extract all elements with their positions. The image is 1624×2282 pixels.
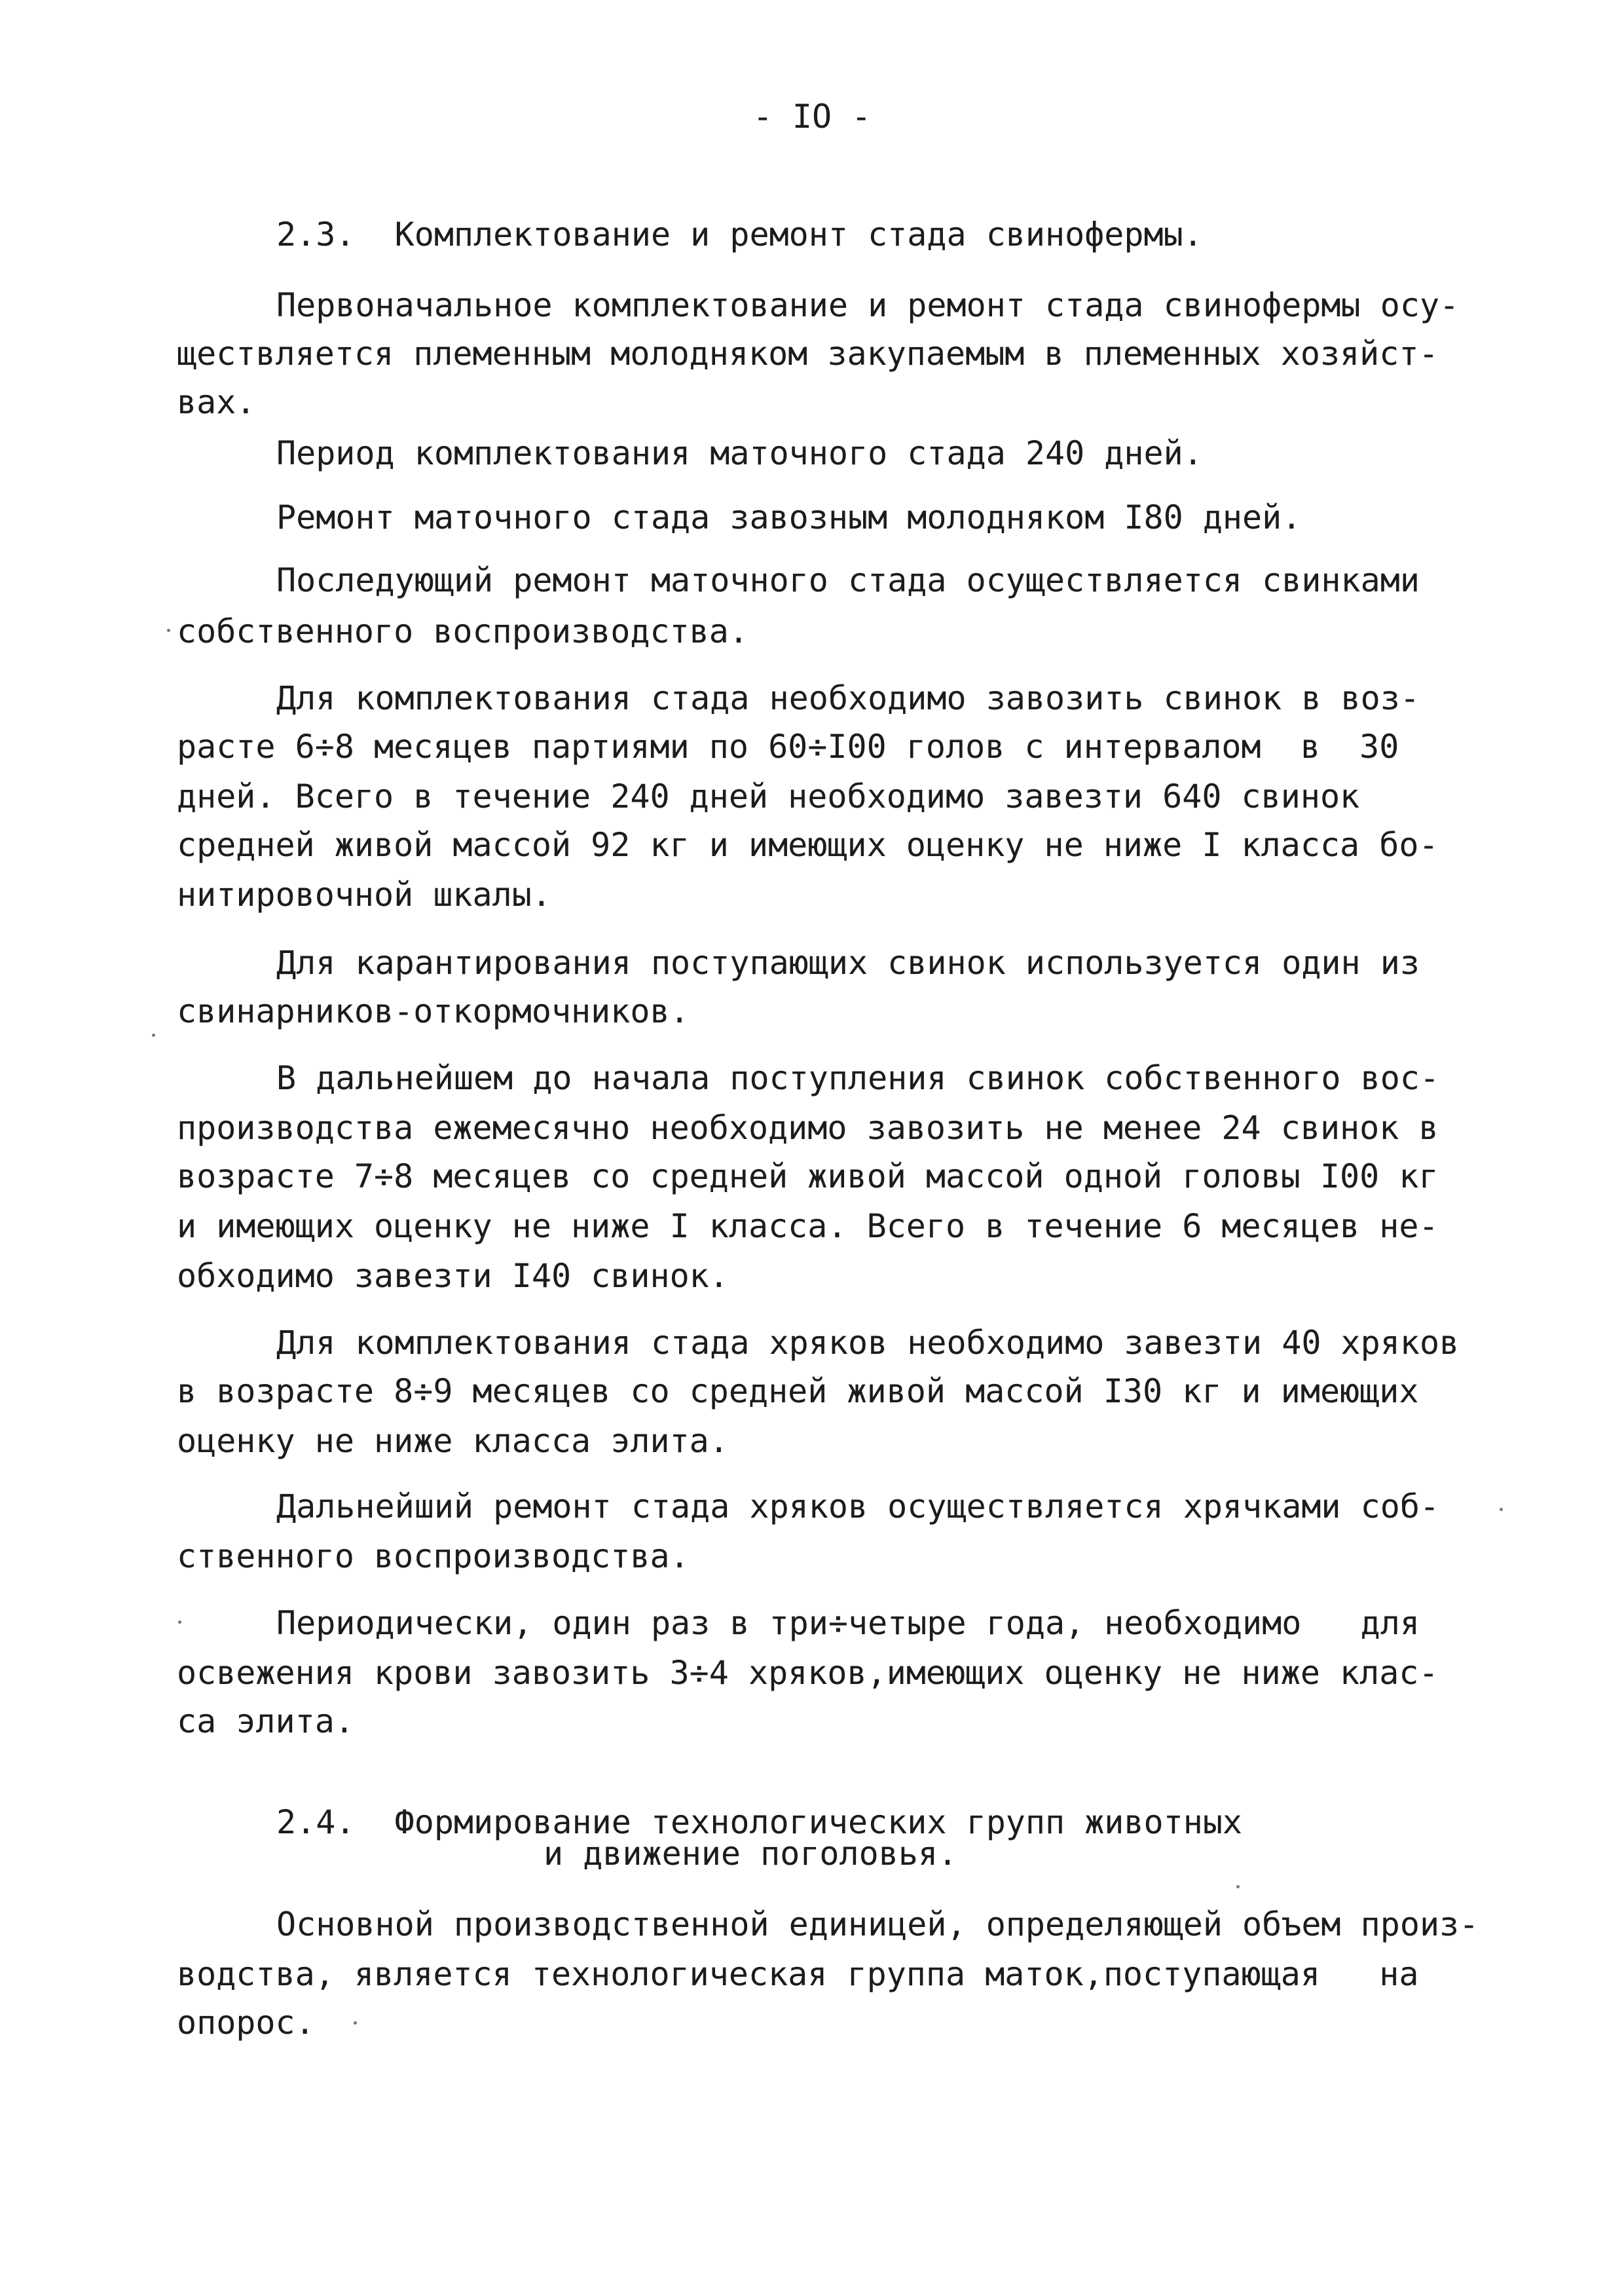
text-line: Дальнейший ремонт стада хряков осуществляется хрячками соб- <box>276 1487 1440 1525</box>
text-line: освежения крови завозить 3÷4 хряков,имеющих оценку не ниже клас- <box>177 1654 1439 1692</box>
scan-speck <box>1236 1885 1240 1888</box>
text-line: средней живой массой 92 кг и имеющих оценку не ниже I класса бо- <box>177 826 1439 864</box>
text-line: Ремонт маточного стада завозным молодняком I80 дней. <box>276 498 1302 536</box>
text-line: оценку не ниже класса элита. <box>177 1422 729 1460</box>
text-line: Основной производственной единицей, определяющей объем произ- <box>276 1905 1479 1943</box>
text-line: расте 6÷8 месяцев партиями по 60÷I00 голов с интервалом в 30 <box>177 728 1399 766</box>
text-line: Периодически, один раз в три÷четыре года, необходимо для <box>276 1604 1420 1642</box>
section-2-4-heading-cont: и движение поголовья. <box>544 1835 958 1873</box>
scan-speck <box>178 1620 181 1624</box>
text-line: Для карантирования поступающих свинок используется один из <box>276 944 1420 982</box>
text-line: Первоначальное комплектование и ремонт стада свинофермы осу- <box>276 286 1460 324</box>
text-line: Последующий ремонт маточного стада осуществляется свинками <box>276 561 1420 599</box>
text-line: возрасте 7÷8 месяцев со средней живой массой одной головы I00 кг <box>177 1157 1439 1195</box>
section-2-3-heading: 2.3. Комплектование и ремонт стада свинофермы. <box>276 215 1203 253</box>
scan-speck <box>152 1034 155 1037</box>
text-line: нитировочной шкалы. <box>177 876 551 914</box>
scan-speck <box>354 2021 357 2025</box>
text-line: водства, является технологическая группа маток,поступающая на <box>177 1955 1419 1993</box>
text-line: В дальнейшем до начала поступления свинок собственного вос- <box>276 1059 1440 1097</box>
scan-speck <box>167 629 170 632</box>
text-line: обходимо завезти I40 свинок. <box>177 1257 729 1295</box>
text-line: дней. Всего в течение 240 дней необходимо завезти 640 свинок <box>177 777 1360 815</box>
section-2-4-heading: 2.4. Формирование технологических групп животных <box>276 1803 1243 1841</box>
text-line: и имеющих оценку не ниже I класса. Всего в течение 6 месяцев не- <box>177 1207 1439 1245</box>
text-line: свинарников-откормочников. <box>177 992 690 1030</box>
text-line: Для комплектования стада необходимо завозить свинок в воз- <box>276 679 1420 717</box>
text-line: производства ежемесячно необходимо завозить не менее 24 свинок в <box>177 1109 1439 1147</box>
text-line: Для комплектования стада хряков необходимо завезти 40 хряков <box>276 1324 1460 1362</box>
text-line: вах. <box>177 383 256 421</box>
text-line: собственного воспроизводства. <box>177 612 748 650</box>
text-line: в возрасте 8÷9 месяцев со средней живой массой I30 кг и имеющих <box>177 1372 1419 1410</box>
text-line: опорос. <box>177 2004 315 2042</box>
scan-speck <box>1500 1508 1503 1511</box>
text-line: Период комплектования маточного стада 240 дней. <box>276 434 1203 472</box>
page-number: - IO - <box>752 98 872 136</box>
text-line: ществляется племенным молодняком закупаемым в племенных хозяйст- <box>177 335 1439 373</box>
text-line: ственного воспроизводства. <box>177 1537 690 1575</box>
text-line: са элита. <box>177 1702 354 1740</box>
